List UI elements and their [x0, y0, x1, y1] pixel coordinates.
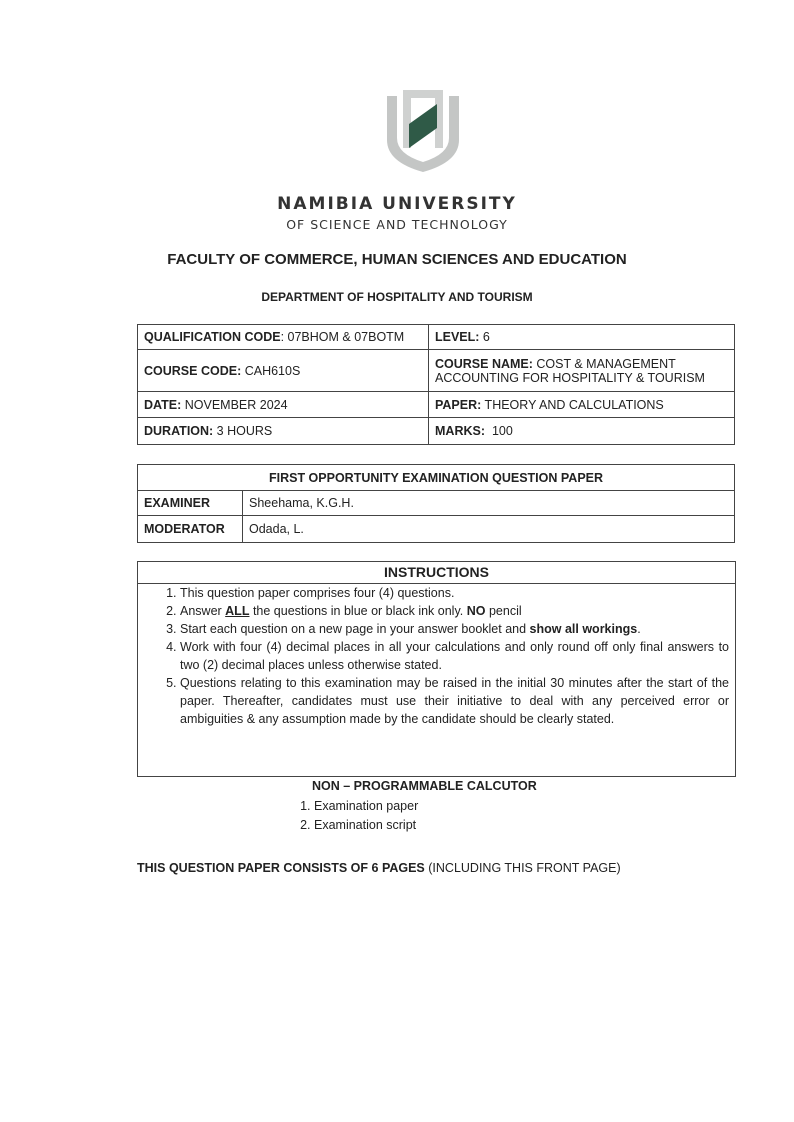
faculty-heading: FACULTY OF COMMERCE, HUMAN SCIENCES AND EDUCATION — [167, 251, 627, 268]
department-heading: DEPARTMENT OF HOSPITALITY AND TOURISM — [261, 290, 533, 304]
university-subtitle: OF SCIENCE AND TECHNOLOGY — [286, 217, 508, 232]
page-count-note: THIS QUESTION PAPER CONSISTS OF 6 PAGES (INCLUDING THIS FRONT PAGE) — [137, 861, 621, 875]
examiner-table: FIRST OPPORTUNITY EXAMINATION QUESTION PAPER EXAMINER Sheehama, K.G.H. MODERATOR Odada, L. — [137, 464, 735, 543]
university-logo — [383, 88, 463, 174]
course-details-table: QUALIFICATION CODE: 07BHOM & 07BOTM LEVEL: 6 COURSE CODE: CAH610S COURSE NAME: COST & MANAGEMENT ACCOUNTING FOR HOSPITALITY & TOURISM DATE: NOVEMBER 2024 PAPER: THEORY AND CALCULATIONS DURATION: 3 HOURS MARKS: 100 — [137, 324, 735, 445]
materials-heading: NON – PROGRAMMABLE CALCUTOR — [312, 779, 537, 793]
materials-list: 1. Examination paper 2. Examination script — [272, 797, 418, 835]
instructions-box: INSTRUCTIONS 1. This question paper comprises four (4) questions. 2. Answer ALL the questions in blue or black ink only. NO pencil 3. Start each question on a new page in your answer booklet and show all workings. 4. Work with four (4) decimal places in all your calculations and only round off only final answers to two (2) decimal places unless otherwise stated. 5. Questions relating to this examination may be raised in the initial 30 minutes after the start of the paper. Thereafter, candidates must use their initiative to deal with any perceived error or ambiguities & any assumption made by the candidate should be clearly stated. — [137, 561, 736, 777]
university-name: NAMIBIA UNIVERSITY — [277, 194, 517, 214]
